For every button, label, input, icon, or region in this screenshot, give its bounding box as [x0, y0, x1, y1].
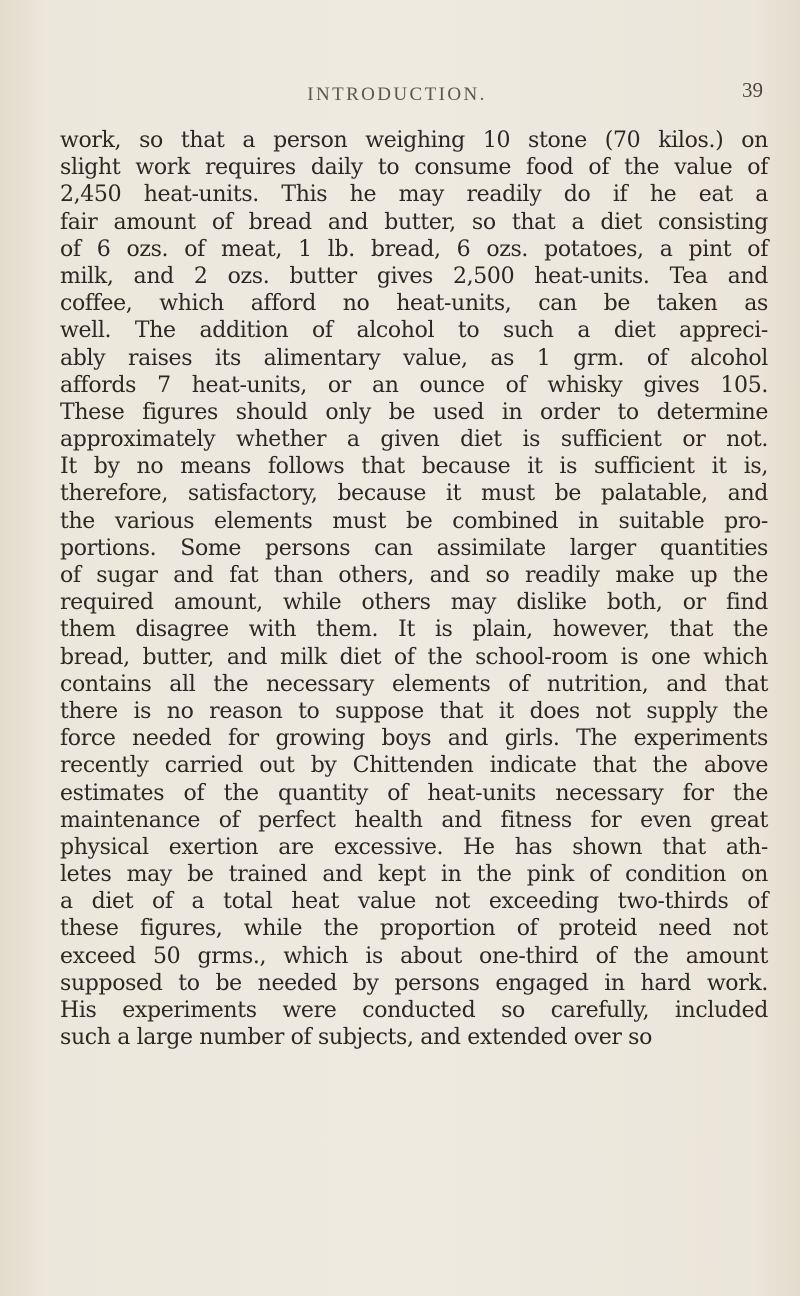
text-line: 2,450 heat-units. This he may readily do if he eat a — [60, 182, 768, 208]
text-line: coffee, which afford no heat-units, can be taken as — [60, 291, 768, 317]
text-line: a diet of a total heat value not exceeding two-thirds of — [60, 889, 768, 915]
text-line: slight work requires daily to consume food of the value of — [60, 155, 768, 181]
text-line: ably raises its alimentary value, as 1 grm. of alcohol — [60, 345, 768, 371]
text-line: work, so that a person weighing 10 stone (70 kilos.) on — [60, 128, 768, 153]
running-title: INTRODUCTION. — [307, 84, 487, 105]
text-line: required amount, while others may dislike both, or find — [60, 590, 768, 616]
text-line: portions. Some persons can assimilate larger quantities — [60, 535, 768, 561]
text-line: of sugar and fat than others, and so readily make up the — [60, 563, 768, 588]
text-line: these figures, while the proportion of proteid need not — [60, 916, 768, 942]
text-line: His experiments were conducted so carefully, included — [60, 998, 768, 1023]
text-line: recently carried out by Chittenden indicate that the above — [60, 753, 768, 779]
text-line: physical exertion are excessive. He has shown that ath- — [60, 834, 768, 860]
text-line: approximately whether a given diet is sufficient or not. — [60, 427, 768, 453]
page-number: 39 — [742, 78, 763, 102]
text-line: It by no means follows that because it is sufficient it is, — [60, 454, 768, 480]
body-paragraph — [60, 127, 768, 1051]
text-line: maintenance of perfect health and fitness for even great — [60, 807, 768, 833]
text-line: them disagree with them. It is plain, however, that the — [60, 617, 768, 643]
text-line: supposed to be needed by persons engaged in hard work. — [60, 970, 768, 996]
text-line: there is no reason to suppose that it does not supply the — [60, 698, 768, 724]
text-line: well. The addition of alcohol to such a diet appreci- — [60, 318, 768, 344]
text-line: force needed for growing boys and girls. The experiments — [60, 726, 768, 752]
text-line: estimates of the quantity of heat-units necessary for the — [60, 780, 768, 806]
text-line: such a large number of subjects, and extended over so — [60, 1025, 653, 1051]
text-line: the various elements must be combined in suitable pro- — [60, 508, 768, 534]
text-line: These figures should only be used in order to determine — [60, 399, 768, 425]
text-line: affords 7 heat-units, or an ounce of whisky gives 105. — [60, 372, 768, 398]
running-header — [0, 78, 800, 114]
text-line: milk, and 2 ozs. butter gives 2,500 heat-units. Tea and — [60, 263, 768, 289]
text-line: fair amount of bread and butter, so that a diet consisting — [60, 209, 768, 235]
text-line: letes may be trained and kept in the pink of condition on — [60, 862, 768, 888]
text-line: bread, butter, and milk diet of the school-room is one which — [60, 644, 768, 670]
text-line: contains all the necessary elements of nutrition, and that — [60, 671, 768, 697]
text-line: exceed 50 grms., which is about one-third of the amount — [60, 943, 768, 969]
text-line: therefore, satisfactory, because it must be palatable, and — [60, 481, 768, 507]
text-line: of 6 ozs. of meat, 1 lb. bread, 6 ozs. potatoes, a pint of — [60, 236, 768, 262]
